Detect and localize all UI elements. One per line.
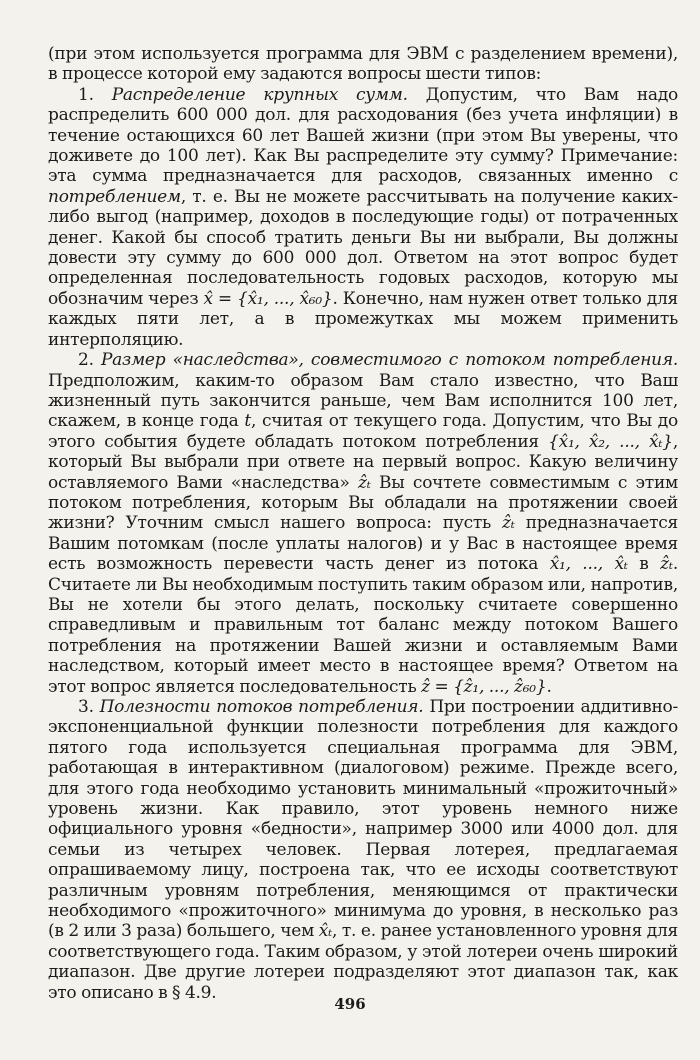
q2-text: Предположим, каким-то образом Вам стало известно, что Ваш жизненный путь закончится раньше, чем Вам исполнится 100 лет, скажем, в конце года <box>48 370 678 432</box>
q2-zt: ẑₜ <box>358 472 371 493</box>
q2-zt2: ẑₜ <box>502 513 515 534</box>
q2-title: Размер «наследства», совместимого с потоком потребления. <box>100 350 679 371</box>
q1-text2: , т. е. Вы не можете рассчитывать на получение каких-либо выгод (например, доходов в последующие годы) от потраченных денег. Какой бы способ тратить деньги Вы ни выбрали, Вы должны довести эту сумму до 600 000 дол. Ответом на этот вопрос будет определенная последовательность годовых расходов, которую мы обозначим через <box>48 186 678 309</box>
page-number: 496 <box>334 995 366 1013</box>
q1-number: 1. <box>78 84 94 105</box>
q2-text7: . Считаете ли Вы необходимым поступить таким образом или, напротив, Вы не хотели бы этого делать, поскольку считаете совершенно справедливым и правильным тот баланс между потоком Вашего потребления на протяжении Вашей жизни и оставляемым Вами наследством, который имеет место в настоящее время? Ответом на этот вопрос является последовательность <box>48 554 678 697</box>
q2-seq: {x̂₁, x̂₂, ..., x̂ₜ} <box>548 431 673 452</box>
q2-text5: предназначается Вашим потомкам (после уплаты налогов) и у Вас в настоящее время есть возможность перевести часть денег из потока <box>48 513 678 575</box>
q3-number: 3. <box>78 697 94 717</box>
q1-formula: x̂ = {x̂₁, ..., x̂₆₀} <box>203 288 333 309</box>
q1-title: Распределение крупных сумм. <box>111 84 408 105</box>
q2-text2: , считая от текущего года. Допустим, что Вы до этого события будете обладать потоком потребления <box>48 411 678 452</box>
q3-text: При построении аддитивно-экспоненциальной функции полезности потребления для каждого пятого года используется специальная программа для ЭВМ, работающая в интерактивном (диалоговом) режиме. Прежде всего, для этого года необходимо установить минимальный «прожиточный» уровень жизни. Как правило, этот уровень немного ниже официального уровня «бедности», например 3000 или 4000 дол. для семьи из четырех человек. Первая лотерея, предлагаемая опрашиваемому лицу, построена так, что ее исходы соответствуют различным уровням потребления, меняющимся от практически необходимого «прожиточного» минимума до уровня, в несколько раз (в 2 или 3 раза) большего, чем <box>48 697 679 942</box>
q2-text6: в <box>627 554 661 575</box>
q3-title: Полезности потоков потребления. <box>99 697 424 717</box>
question-2-paragraph <box>48 350 678 697</box>
q2-text8: . <box>546 676 552 697</box>
q3-xt: x̂ₜ <box>318 921 333 942</box>
q2-text4: Вы сочтете совместимым с этим потоком потребления, которым Вы обладали на протяжении своей жизни? Уточним смысл нашего вопроса: пусть <box>48 472 679 534</box>
question-1-paragraph <box>48 85 678 350</box>
q2-text3: , который Вы выбрали при ответе на первый вопрос. Какую величину оставляемого Вами «наследства» <box>48 431 678 493</box>
q2-zt3: ẑₜ <box>660 554 673 575</box>
q2-formula: ẑ = {ẑ₁, ..., ẑ₆₀} <box>421 676 547 697</box>
question-3-paragraph <box>48 697 678 1003</box>
q1-emph: потреблением <box>48 186 181 207</box>
q2-seq2: x̂₁, ..., x̂ₜ <box>549 554 628 575</box>
q2-number: 2. <box>78 350 94 371</box>
q3-text2: , т. е. ранее установленного уровня для соответствующего года. Таким образом, у этой лотереи очень широкий диапазон. Две другие лотереи подразделяют этот диапазон так, как это описано в § 4.9. <box>48 921 678 1003</box>
q1-text: Допустим, что Вам надо распределить 600 000 дол. для расходования (без учета инфляции) в течение остающихся 60 лет Вашей жизни (при этом Вы уверены, что доживете до 100 лет). Как Вы распределите эту сумму? Примечание: эта сумма предназначается для расходов, связанных именно с <box>48 84 679 187</box>
q2-var-t: t <box>244 411 251 432</box>
q1-text3: . Конечно, нам нужен ответ только для каждых пяти лет, а в промежутках мы можем применить интерполяцию. <box>48 288 679 350</box>
intro-paragraph: (при этом используется программа для ЭВМ с разделением времени), в процессе которой ему задаются вопросы шести типов: <box>48 44 678 85</box>
body-text <box>48 44 678 1003</box>
